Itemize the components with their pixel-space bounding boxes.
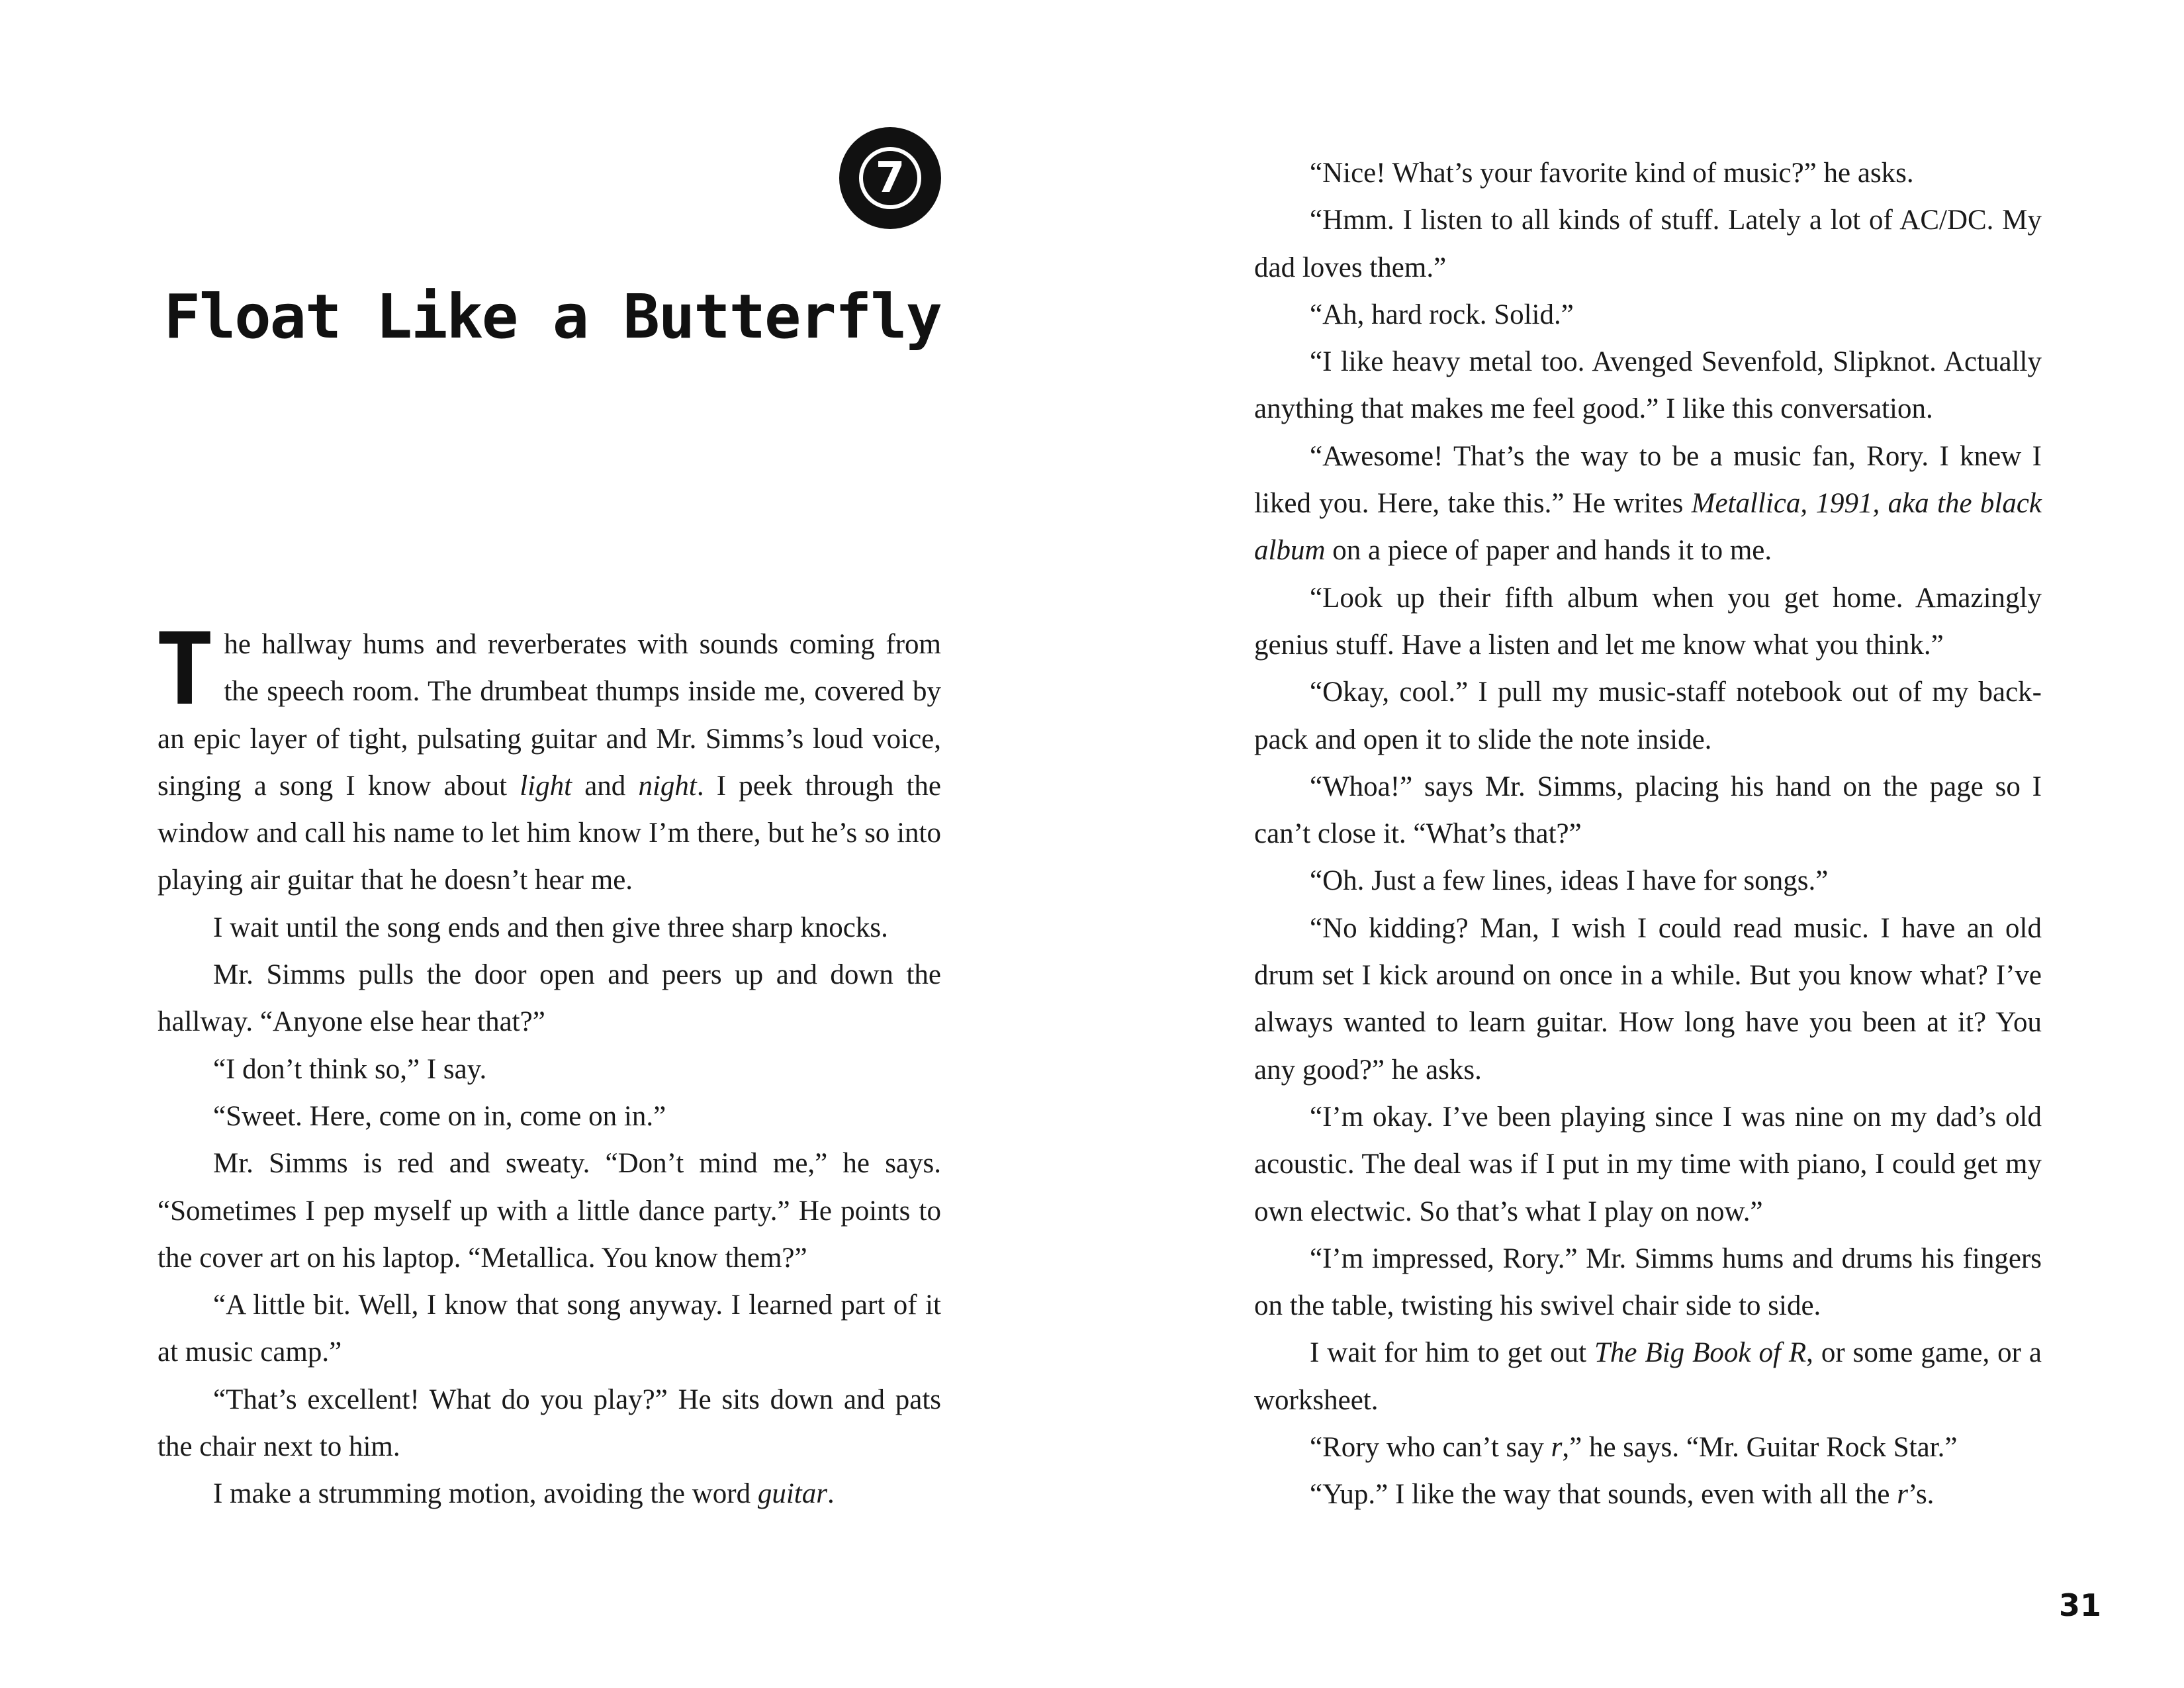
paragraph: “No kidding? Man, I wish I could read music. I have an old drum set I kick around on once in a while. But you know what? I’ve always wanted to learn guitar. How long have you been at it? You any good?” he asks. (1254, 912, 2042, 1086)
paragraph: “I like heavy metal too. Avenged Sevenfold, Slipknot. Actually anything that makes me feel good.” I like this conversation. (1254, 346, 2042, 425)
paragraph-text: “Rory who can’t say (1310, 1432, 1551, 1464)
italic-word: night (638, 770, 697, 802)
paragraph: “Nice! What’s your favorite kind of music?” he asks. (1310, 158, 1914, 189)
opening-text-mid: and (572, 770, 639, 802)
paragraph: “Hmm. I listen to all kinds of stuff. Lately a lot of AC/DC. My dad loves them.” (1254, 205, 2042, 283)
right-body-text (1254, 150, 2042, 1519)
paragraph: “I don’t think so,” I say. (213, 1053, 487, 1085)
paragraph: “Look up their fifth album when you get home. Amazingly genius stuff. Have a listen and let me know what you think.” (1254, 582, 2042, 661)
paragraph-text: “Awesome! That’s the way to be a music fan, Rory. I knew I liked you. Here, take this.” He writes (1254, 440, 2042, 520)
chapter-number: 7 (875, 154, 905, 203)
paragraph (1254, 433, 2042, 575)
paragraph: “Ah, hard rock. Solid.” (1310, 299, 1574, 330)
page-number: 31 (2058, 1587, 2101, 1623)
chapter-number-ring (859, 147, 921, 209)
left-body-text (155, 612, 941, 1518)
paragraph: “Whoa!” says Mr. Simms, placing his hand on the page so I can’t close it. “What’s that?” (1254, 771, 2042, 850)
paragraph: Mr. Simms is red and sweaty. “Don’t mind me,” he says. “Sometimes I pep myself up with a little dance party.” He points to the cover art on his laptop. “Metallica. You know them?” (158, 1148, 941, 1274)
paragraph-text-end: on a piece of paper and hands it to me. (1325, 535, 1772, 567)
paragraph-text-end: . (827, 1478, 835, 1510)
paragraph (1254, 1424, 2042, 1471)
chapter-number-badge (839, 127, 941, 229)
paragraph (158, 1470, 941, 1517)
italic-phrase: Metallica, 1991, aka the black album (1254, 488, 2042, 567)
italic-word: light (520, 770, 572, 802)
paragraph-text: I wait for him to get out (1310, 1337, 1595, 1369)
paragraph: “I’m impressed, Rory.” Mr. Simms hums and drums his fingers on the table, twisting his swivel chair side to side. (1254, 1243, 2042, 1322)
right-page (1092, 0, 2184, 1688)
paragraph: “Okay, cool.” I pull my music-staff notebook out of my back-pack and open it to slide the note inside. (1254, 677, 2042, 755)
chapter-title: Float Like a Butterfly (163, 281, 941, 352)
paragraph (1254, 1329, 2042, 1424)
paragraph: Mr. Simms pulls the door open and peers up and down the hallway. “Anyone else hear that?” (158, 959, 941, 1038)
italic-word: guitar (757, 1478, 827, 1510)
paragraph: “Oh. Just a few lines, ideas I have for songs.” (1310, 865, 1829, 897)
italic-letter: r (1551, 1432, 1563, 1464)
paragraph: “I’m okay. I’ve been playing since I was nine on my dad’s old acoustic. The deal was if I put in my time with piano, I could get my own electwic. So that’s what I play on now.” (1254, 1101, 2042, 1227)
paragraph-text-end: , or some game, or a worksheet. (1254, 1337, 2042, 1416)
paragraph: “Sweet. Here, come on in, come on in.” (213, 1100, 666, 1132)
paragraph (1254, 1471, 2042, 1518)
italic-letter: r (1897, 1479, 1908, 1511)
paragraph: I wait until the song ends and then give three sharp knocks. (213, 912, 888, 943)
paragraph: “That’s excellent! What do you play?” He sits down and pats the chair next to him. (158, 1383, 941, 1463)
paragraph-text-end: ’s. (1908, 1479, 1934, 1511)
drop-cap: T (155, 612, 215, 727)
paragraph: “A little bit. Well, I know that song anyway. I learned part of it at music camp.” (158, 1289, 941, 1368)
opening-paragraph (155, 612, 941, 904)
opening-text: he hallway hums and reverberates with sounds coming from the speech room. The drumbeat thumps inside me, covered by an epic layer of tight, pulsating guitar and Mr. Simms’s loud voice, singing a song I know about (158, 629, 941, 802)
paragraph-text: “Yup.” I like the way that sounds, even with all the (1310, 1479, 1897, 1511)
italic-phrase: The Big Book of R (1594, 1337, 1807, 1369)
paragraph-text: I make a strumming motion, avoiding the word (213, 1478, 758, 1510)
opening-text-end: . I peek through the window and call his name to let him know I’m there, but he’s so into playing air guitar that he doesn’t hear me. (158, 770, 941, 896)
paragraph-text-end: ,” he says. “Mr. Guitar Rock Star.” (1562, 1432, 1958, 1464)
